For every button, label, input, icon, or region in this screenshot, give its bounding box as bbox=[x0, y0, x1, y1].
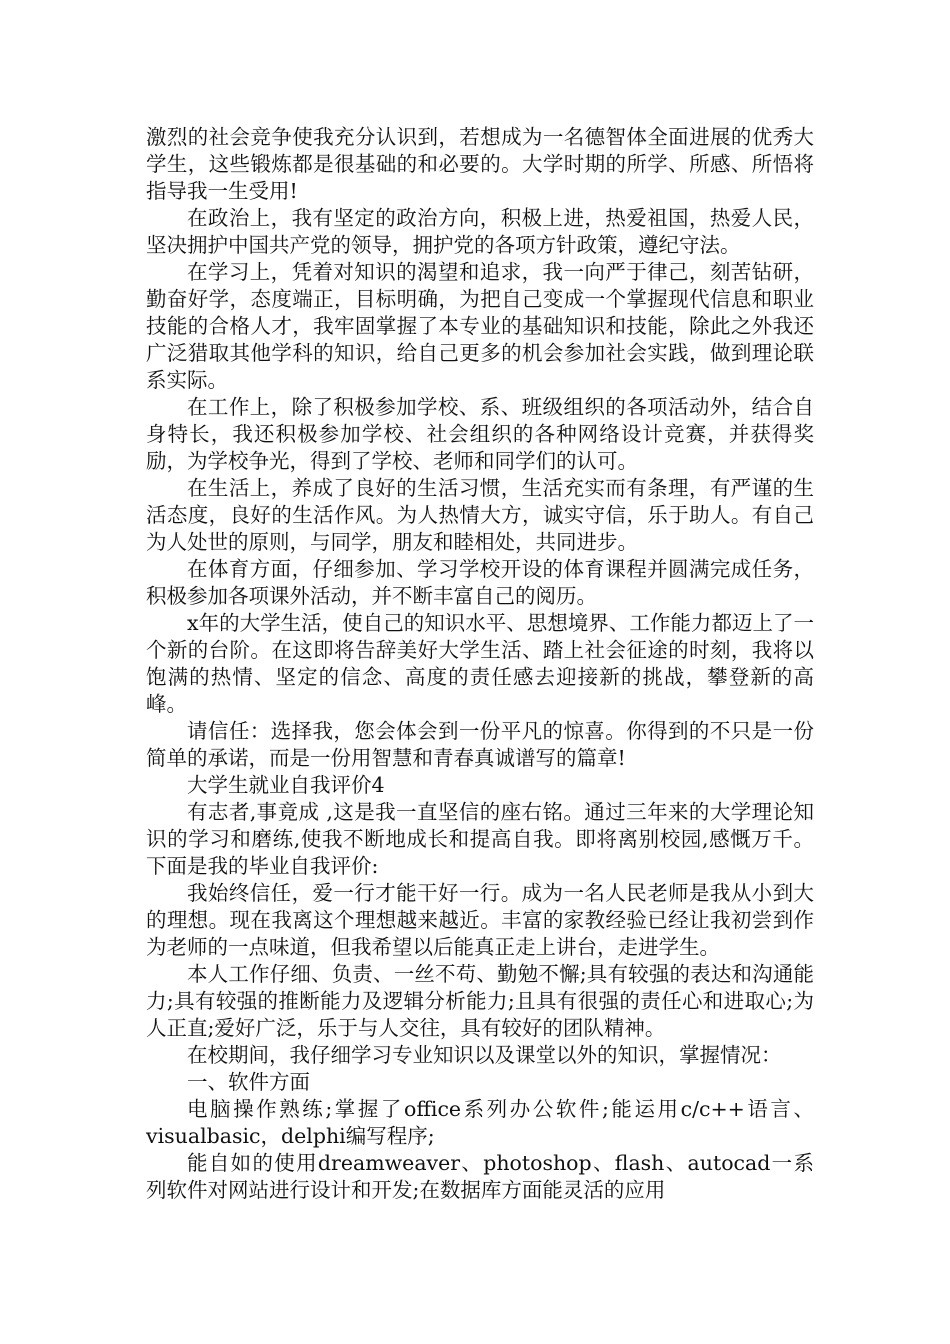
paragraph-school-period: 在校期间，我仔细学习专业知识以及课堂以外的知识，掌握情况： bbox=[187, 1043, 782, 1067]
paragraph-computer-skills: 电脑操作熟练;掌握了office系列办公软件;能运用c/c++语言、visualbasic，delphi编写程序; bbox=[146, 1097, 814, 1148]
section-title: 大学生就业自我评价4 bbox=[187, 773, 385, 797]
paragraph-web-tools: 能自如的使用dreamweaver、photoshop、flash、autocad一系列软件对网站进行设计和开发;在数据库方面能灵活的应用 bbox=[146, 1151, 814, 1202]
paragraph-motto: 有志者,事竟成 ,这是我一直坚信的座右铭。通过三年来的大学理论知识的学习和磨练,使我不断地成长和提高自我。即将离别校园,感慨万千。下面是我的毕业自我评价: bbox=[146, 800, 814, 878]
paragraph-trust: 请信任：选择我，您会体会到一份平凡的惊喜。你得到的不只是一份简单的承诺，而是一份用智慧和青春真诚谱写的篇章! bbox=[146, 719, 814, 770]
paragraph-college-years: x年的大学生活，使自己的知识水平、思想境界、工作能力都迈上了一个新的台阶。在这即将告辞美好大学生活、踏上社会征途的时刻，我将以饱满的热情、坚定的信念、高度的责任感去迎接新的挑战，攀登新的高峰。 bbox=[146, 611, 814, 716]
subheading-software: 一、软件方面 bbox=[187, 1070, 310, 1094]
paragraph-teacher-dream: 我始终信任，爱一行才能干好一行。成为一名人民老师是我从小到大的理想。现在我离这个理想越来越近。丰富的家教经验已经让我初尝到作为老师的一点味道，但我希望以后能真正走上讲台，走进学生。 bbox=[146, 881, 814, 959]
paragraph-competition: 激烈的社会竞争使我充分认识到，若想成为一名德智体全面进展的优秀大学生，这些锻炼都是很基础的和必要的。大学时期的所学、所感、所悟将指导我一生受用! bbox=[146, 125, 814, 203]
paragraph-politics: 在政治上，我有坚定的政治方向，积极上进，热爱祖国，热爱人民，坚决拥护中国共产党的领导，拥护党的各项方针政策，遵纪守法。 bbox=[146, 206, 814, 257]
paragraph-study: 在学习上，凭着对知识的渴望和追求，我一向严于律己，刻苦钻研，勤奋好学，态度端正，目标明确，为把自己变成一个掌握现代信息和职业技能的合格人才，我牢固掌握了本专业的基础知识和技能，除此之外我还广泛猎取其他学科的知识，给自己更多的机会参加社会实践，做到理论联系实际。 bbox=[146, 260, 814, 392]
paragraph-personality: 本人工作仔细、负责、一丝不苟、勤勉不懈;具有较强的表达和沟通能力;具有较强的推断能力及逻辑分析能力;且具有很强的责任心和进取心;为人正直;爱好广泛，乐于与人交往，具有较好的团队精神。 bbox=[146, 962, 814, 1040]
paragraph-work: 在工作上，除了积极参加学校、系、班级组织的各项活动外，结合自身特长，我还积极参加学校、社会组织的各种网络设计竞赛，并获得奖励，为学校争光，得到了学校、老师和同学们的认可。 bbox=[146, 395, 814, 473]
document-page bbox=[146, 124, 814, 1204]
paragraph-sports: 在体育方面，仔细参加、学习学校开设的体育课程并圆满完成任务，积极参加各项课外活动，并不断丰富自己的阅历。 bbox=[146, 557, 814, 608]
paragraph-life: 在生活上，养成了良好的生活习惯，生活充实而有条理，有严谨的生活态度，良好的生活作风。为人热情大方，诚实守信，乐于助人。有自己为人处世的原则，与同学，朋友和睦相处，共同进步。 bbox=[146, 476, 814, 554]
